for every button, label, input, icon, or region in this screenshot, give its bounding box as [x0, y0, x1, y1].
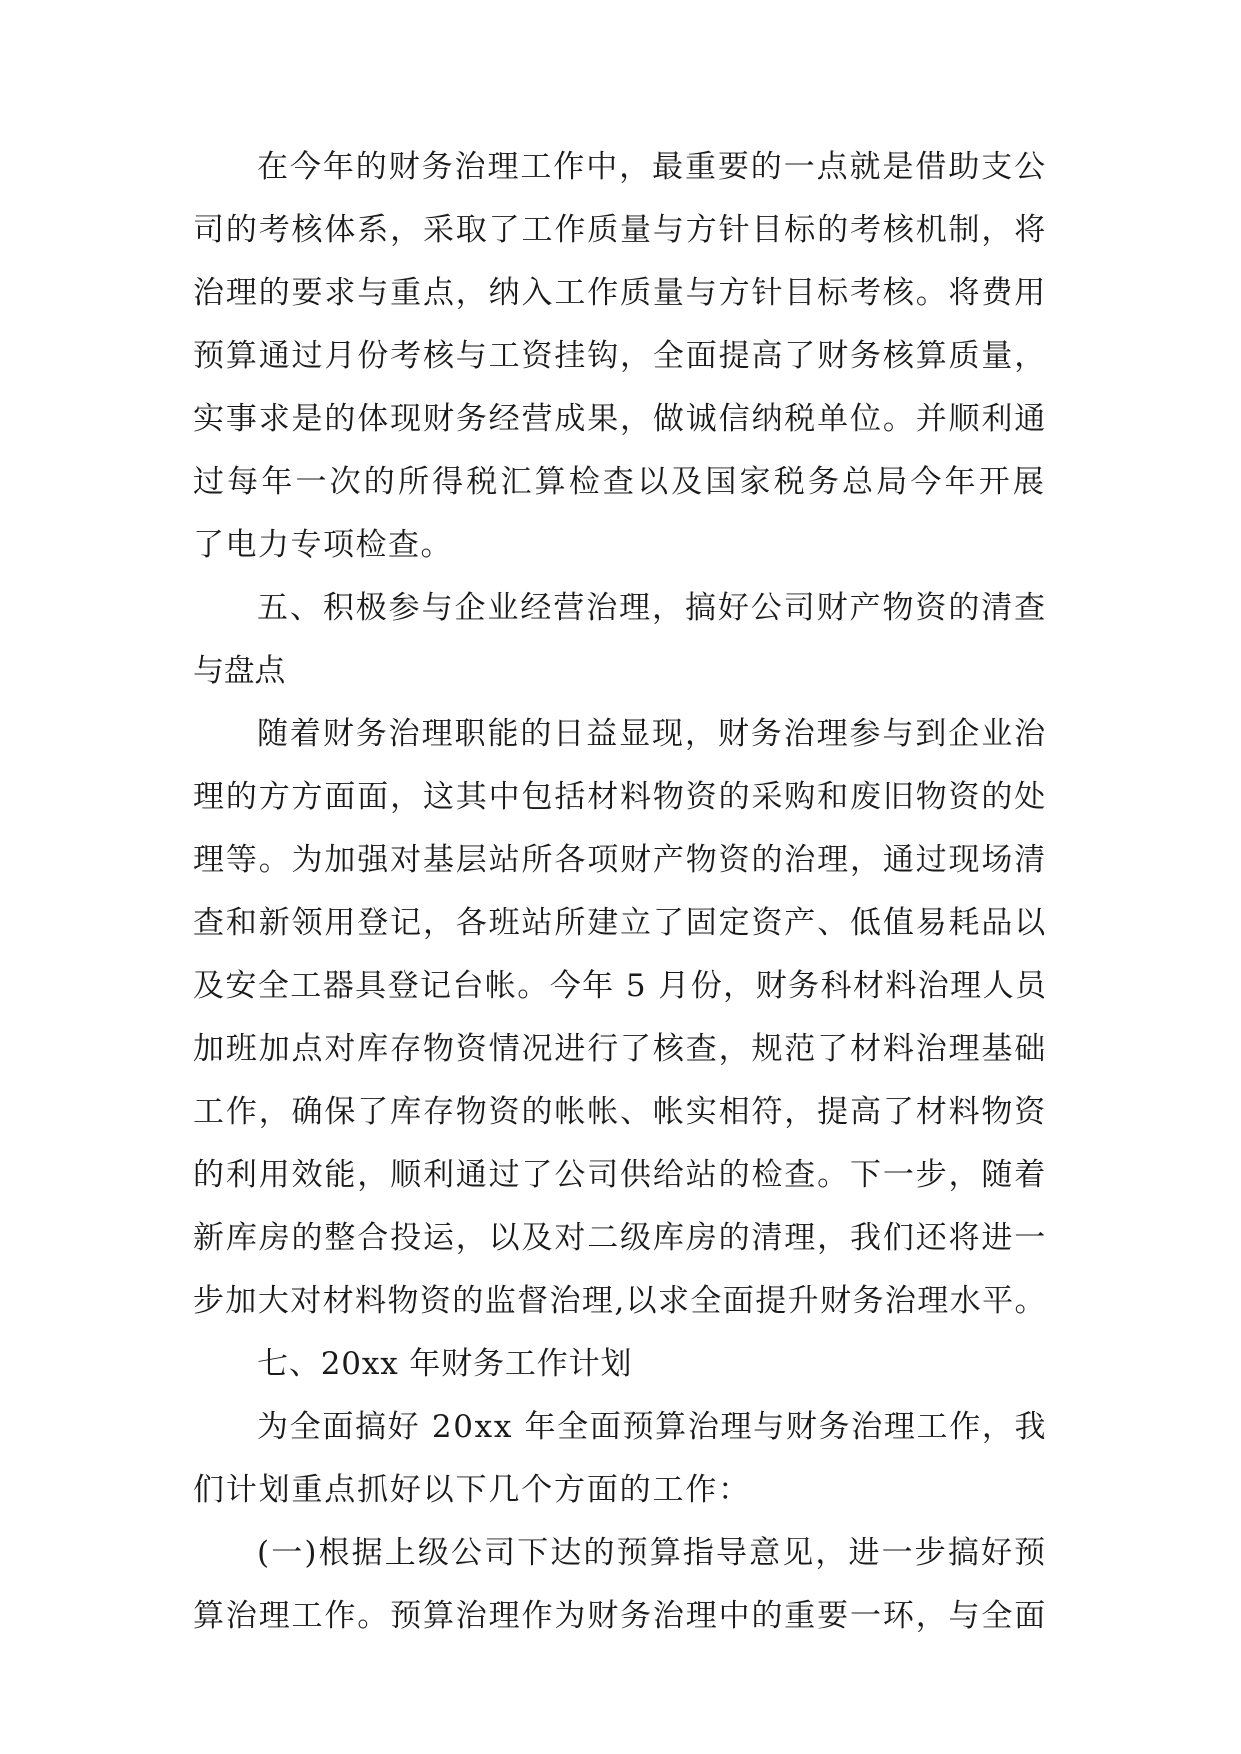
text-line: 预算通过月份考核与工资挂钩，全面提高了财务核算质量， — [193, 338, 1048, 374]
text-line: 步加大对材料物资的监督治理,以求全面提升财务治理水平。 — [193, 1283, 1047, 1319]
text-line: 实事求是的体现财务经营成果，做诚信纳税单位。并顺利通 — [193, 401, 1048, 437]
text-line: 为全面搞好 20xx 年全面预算治理与财务治理工作，我 — [257, 1409, 1048, 1445]
section-heading: 五、积极参与企业经营治理，搞好公司财产物资的清查 — [257, 590, 1048, 626]
text-line: 及安全工器具登记台帐。今年 5 月份，财务科材料治理人员 — [193, 968, 1048, 1004]
text-line: 了电力专项检查。 — [193, 527, 453, 563]
text-line: 在今年的财务治理工作中，最重要的一点就是借助支公 — [257, 149, 1048, 185]
text-line: 新库房的整合投运，以及对二级库房的清理，我们还将进一 — [193, 1220, 1048, 1256]
text-line: 随着财务治理职能的日益显现，财务治理参与到企业治 — [257, 716, 1048, 752]
text-line: 司的考核体系，采取了工作质量与方针目标的考核机制，将 — [193, 212, 1048, 248]
section-heading: 与盘点 — [193, 653, 286, 689]
text-line: 治理的要求与重点，纳入工作质量与方针目标考核。将费用 — [193, 275, 1048, 311]
text-line: 过每年一次的所得税汇算检查以及国家税务总局今年开展 — [193, 464, 1047, 500]
text-line: 的利用效能，顺利通过了公司供给站的检查。下一步，随着 — [193, 1157, 1048, 1193]
section-heading: 七、20xx 年财务工作计划 — [257, 1346, 633, 1382]
text-line: 理等。为加强对基层站所各项财产物资的治理，通过现场清 — [193, 842, 1048, 878]
text-line: 工作，确保了库存物资的帐帐、帐实相符，提高了材料物资 — [193, 1094, 1048, 1130]
text-line: (一)根据上级公司下达的预算指导意见，进一步搞好预 — [257, 1535, 1048, 1571]
text-line: 算治理工作。预算治理作为财务治理中的重要一环，与全面 — [193, 1598, 1048, 1634]
text-line: 们计划重点抓好以下几个方面的工作： — [193, 1472, 751, 1508]
text-line: 理的方方面面，这其中包括材料物资的采购和废旧物资的处 — [193, 779, 1048, 815]
text-line: 查和新领用登记，各班站所建立了固定资产、低值易耗品以 — [193, 905, 1048, 941]
text-line: 加班加点对库存物资情况进行了核查，规范了材料治理基础 — [193, 1031, 1048, 1067]
